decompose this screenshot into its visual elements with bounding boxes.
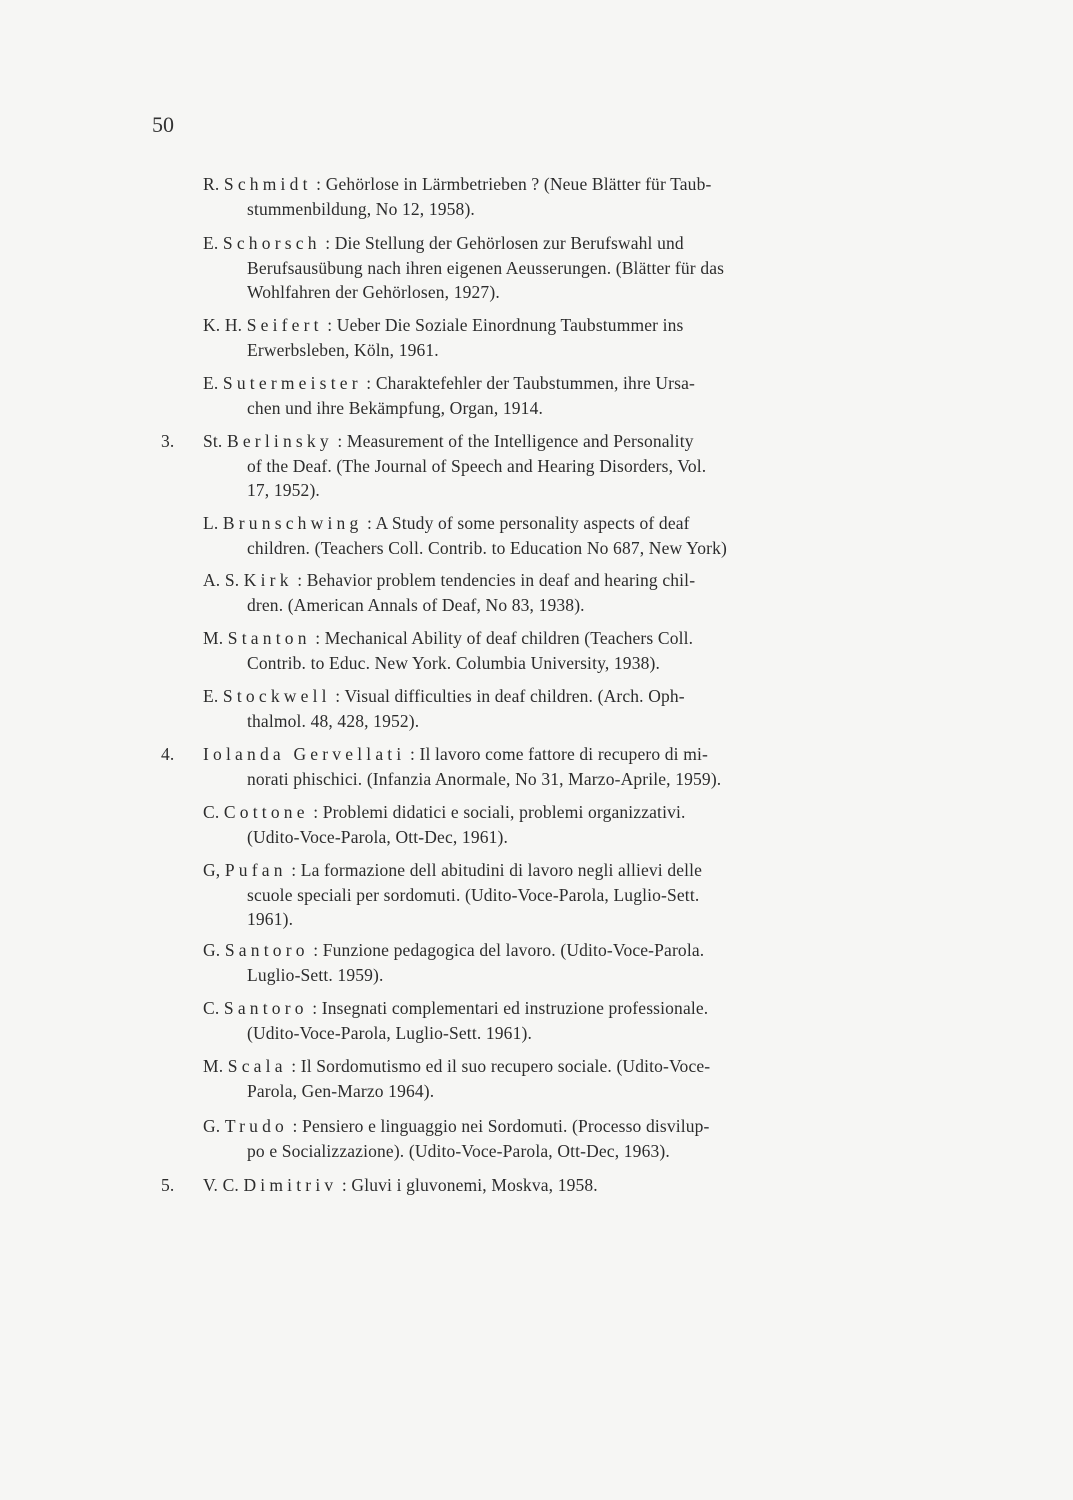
author-initials: E.: [203, 233, 219, 253]
author-initials: C.: [203, 802, 220, 822]
reference-continuation: Erwerbsleben, Köln, 1961.: [247, 339, 439, 360]
reference-entry: [161, 429, 707, 503]
reference-title: : Gehörlose in Lärmbetrieben ? (Neue Blätter für Taub-: [316, 174, 712, 194]
reference-entry: [203, 568, 695, 617]
reference-entry: [203, 938, 704, 987]
reference-title: : Gluvi i gluvonemi, Moskva, 1958.: [341, 1175, 598, 1195]
author-initials: St.: [203, 431, 223, 451]
reference-continuation: dren. (American Annals of Deaf, No 83, 1938).: [247, 594, 585, 615]
author-name: Schmidt: [223, 174, 312, 194]
reference-entry: [203, 231, 724, 305]
reference-title: : La formazione dell abitudini di lavoro negli allievi delle: [291, 860, 703, 880]
reference-entry: [203, 511, 727, 560]
reference-entry: [203, 172, 711, 221]
author-initials: L.: [203, 513, 219, 533]
author-name: Sutermeister: [222, 373, 362, 393]
reference-entry: [161, 742, 722, 791]
section-number: 4.: [161, 744, 175, 764]
author-name: Stockwell: [222, 686, 331, 706]
author-initials: M.: [203, 628, 224, 648]
reference-entry: [161, 1173, 598, 1198]
author-initials: V. C.: [203, 1175, 239, 1195]
reference-continuation: Berufsausübung nach ihren eigenen Aeusserungen. (Blätter für das: [247, 257, 725, 278]
reference-continuation: chen und ihre Bekämpfung, Organ, 1914.: [247, 397, 544, 418]
reference-entry: [203, 626, 693, 675]
reference-entry: [203, 371, 695, 420]
reference-title: : Problemi didatici e sociali, problemi organizzativi.: [313, 802, 686, 822]
reference-continuation: 17, 1952).: [247, 480, 320, 500]
reference-title: : Ueber Die Soziale Einordnung Taubstummer ins: [327, 315, 684, 335]
reference-entry: [203, 800, 686, 849]
reference-continuation: 1961).: [247, 909, 294, 929]
author-initials: G.: [203, 940, 221, 960]
reference-entry: [203, 313, 684, 362]
reference-continuation: of the Deaf. (The Journal of Speech and Hearing Disorders, Vol.: [247, 455, 707, 476]
author-initials: A. S.: [203, 570, 240, 590]
reference-title: : Visual difficulties in deaf children. (Arch. Oph-: [335, 686, 685, 706]
author-initials: G.: [203, 1116, 221, 1136]
reference-title: : Mechanical Ability of deaf children (Teachers Coll.: [315, 628, 694, 648]
reference-title: : Funzione pedagogica del lavoro. (Udito-Voce-Parola.: [313, 940, 705, 960]
author-name: Santoro: [224, 940, 309, 960]
reference-continuation: po e Socializzazione). (Udito-Voce-Parola, Ott-Dec, 1963).: [247, 1140, 670, 1161]
author-name: Stanton: [227, 628, 311, 648]
author-name: Pufan: [224, 860, 287, 880]
author-name: Brunschwing: [222, 513, 363, 533]
author-name: Iolanda Gervellati: [203, 744, 406, 764]
reference-title: : Charaktefehler der Taubstummen, ihre Ursa-: [366, 373, 695, 393]
author-name: Seifert: [246, 315, 323, 335]
author-initials: R.: [203, 174, 220, 194]
reference-title: : Pensiero e linguaggio nei Sordomuti. (Processo disvilup-: [292, 1116, 710, 1136]
reference-continuation: (Udito-Voce-Parola, Ott-Dec, 1961).: [247, 826, 509, 847]
section-number: 5.: [161, 1175, 175, 1195]
reference-title: : Il Sordomutismo ed il suo recupero sociale. (Udito-Voce-: [291, 1056, 711, 1076]
section-number: 3.: [161, 431, 175, 451]
page-number: 50: [152, 112, 174, 137]
author-initials: E.: [203, 686, 219, 706]
reference-continuation: scuole speciali per sordomuti. (Udito-Voce-Parola, Luglio-Sett.: [247, 884, 700, 905]
reference-entry: [203, 858, 702, 932]
reference-continuation: (Udito-Voce-Parola, Luglio-Sett. 1961).: [247, 1022, 532, 1043]
reference-continuation: children. (Teachers Coll. Contrib. to Education No 687, New York): [247, 537, 727, 558]
author-initials: K. H.: [203, 315, 243, 335]
reference-continuation: Contrib. to Educ. New York. Columbia University, 1938).: [247, 652, 660, 673]
author-name: Berlinsky: [226, 431, 333, 451]
reference-entry: [203, 1054, 710, 1103]
reference-title: : A Study of some personality aspects of deaf: [366, 513, 690, 533]
author-name: Dimitriv: [243, 1175, 338, 1195]
reference-continuation: stummenbildung, No 12, 1958).: [247, 198, 475, 219]
author-initials: M.: [203, 1056, 224, 1076]
author-initials: E.: [203, 373, 219, 393]
reference-entry: [203, 996, 708, 1045]
author-initials: G,: [203, 860, 221, 880]
author-name: Santoro: [223, 998, 308, 1018]
author-name: Trudo: [224, 1116, 289, 1136]
author-name: Scala: [227, 1056, 287, 1076]
reference-continuation: Wohlfahren der Gehörlosen, 1927).: [247, 282, 500, 302]
reference-entry: [203, 1114, 710, 1163]
reference-continuation: norati phischici. (Infanzia Anormale, No 31, Marzo-Aprile, 1959).: [247, 768, 722, 789]
reference-title: : Il lavoro come fattore di recupero di mi-: [409, 744, 708, 764]
reference-continuation: thalmol. 48, 428, 1952).: [247, 710, 420, 731]
reference-title: : Measurement of the Intelligence and Personality: [337, 431, 694, 451]
reference-title: : Behavior problem tendencies in deaf and hearing chil-: [297, 570, 696, 590]
author-name: Kirk: [243, 570, 293, 590]
author-name: Schorsch: [222, 233, 321, 253]
reference-continuation: Parola, Gen-Marzo 1964).: [247, 1080, 435, 1101]
author-initials: C.: [203, 998, 220, 1018]
reference-continuation: Luglio-Sett. 1959).: [247, 964, 384, 985]
reference-entry: [203, 684, 685, 733]
reference-title: : Insegnati complementari ed instruzione professionale.: [312, 998, 709, 1018]
author-name: Cottone: [223, 802, 309, 822]
reference-title: : Die Stellung der Gehörlosen zur Berufswahl und: [325, 233, 684, 253]
